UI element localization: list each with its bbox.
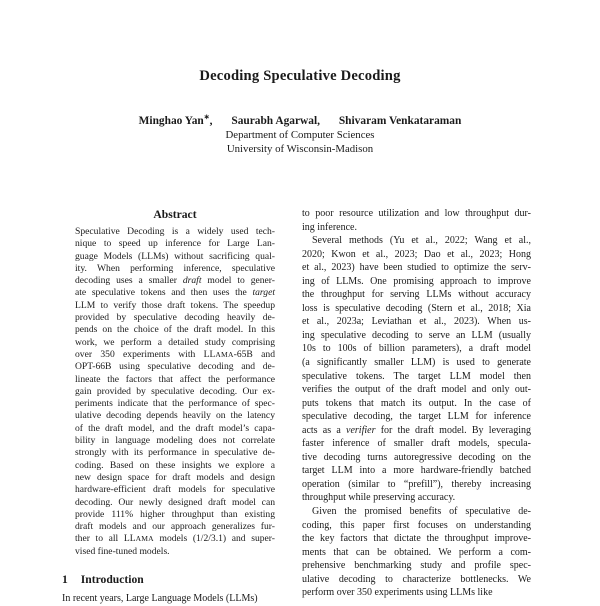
paper-title: Decoding Speculative Decoding <box>199 68 401 84</box>
text-line: pends on the choice of the draft model. In this <box>75 324 275 336</box>
text-line: ulative decoding depends heavily on the latency <box>75 410 275 422</box>
author-name-text: Saurabh Agarwal <box>231 114 318 127</box>
right-column-text <box>302 207 531 600</box>
author-name <box>339 115 461 127</box>
text-line: 2020; Kwon et al., 2023; Dao et al., 2023; Hong <box>302 248 531 260</box>
text-line: et al., 2023a; Leviathan et al., 2023). When us- <box>302 316 531 328</box>
section-number: 1 <box>62 573 68 586</box>
text-line: ate speculative tokens and then uses the target <box>75 287 275 299</box>
text-line: to poor resource utilization and low throughput dur- <box>302 208 531 219</box>
text-line: work, we perform a detailed study comprising <box>75 336 275 348</box>
text-line: over 350 experiments with LLAMA-65B and <box>75 348 275 360</box>
text-line: faster inference of smaller draft models, specula- <box>302 438 531 450</box>
introduction-text <box>62 592 290 606</box>
text-line: verifies the output of the draft model and only out- <box>302 384 531 396</box>
text-line: puts tokens that match its output. In the case of <box>302 397 531 409</box>
text-line: periments indicate that the performance of spec- <box>75 398 275 410</box>
text-line: provide 111% higher throughput than existing <box>75 508 275 520</box>
footnote-asterisk-marker: ∗ <box>203 113 210 121</box>
text-line: lineate the factors that affect the performance <box>75 373 275 385</box>
text-line: speculative tokens. The target LLM model then <box>302 370 531 382</box>
text-line: 10s to 100s of billion parameters), a draft model <box>302 343 531 355</box>
text-line: (a significantly smaller LLM) is used to generate <box>302 357 531 369</box>
text-line: decoding uses a smaller draft model to gener- <box>75 275 276 287</box>
text-line: ulative decoding to characterize bottlenecks. We <box>302 573 531 585</box>
affiliation-department: Department of Computer Sciences <box>225 129 375 141</box>
text-line: coding, this paper first focuses on understanding <box>302 519 531 531</box>
text-line: of the draft model, and the draft model’s capa- <box>75 422 275 434</box>
text-line: loss is speculative decoding (Stern et al., 2018; Xia <box>302 302 531 314</box>
author-name <box>231 115 320 127</box>
affiliation-university: University of Wisconsin-Madison <box>226 143 374 155</box>
text-line: perform over 350 experiments using LLMs like <box>302 587 493 599</box>
section-heading-introduction <box>62 573 288 586</box>
section-title: Introduction <box>80 573 144 586</box>
text-line: Speculative Decoding is a widely used tech- <box>75 226 275 237</box>
text-line: OPT-66B using speculative decoding and de- <box>75 361 275 373</box>
text-line: ing of LLMs. One promising approach to improve <box>302 275 531 287</box>
author-list <box>0 113 600 127</box>
text-line: ing inference. <box>302 221 357 233</box>
text-line: ing speculative decoding to serve an LLM (usually <box>302 329 531 341</box>
text-line: ments that can be obtained. We perform a com- <box>302 546 531 558</box>
text-line: new design space for draft models and design <box>75 471 275 483</box>
author-separator: , <box>209 114 213 127</box>
text-line: tive decoding turns autoregressive decoding on the <box>302 451 531 463</box>
text-line: nique to speed up inference for Large Lan- <box>75 238 275 250</box>
text-line: guage Models (LLMs) without sacrificing qual- <box>75 250 275 262</box>
text-line: coding. Based on these insights we explore a <box>75 459 275 471</box>
text-line: speculative decoding, the target LLM for inference <box>302 411 531 423</box>
text-line: operation (similar to “prefill”), thereby increasing <box>302 478 531 490</box>
author-name-text: Shivaram Venkataraman <box>338 114 462 127</box>
text-line: Several methods (Yu et al., 2022; Wang et al., <box>312 235 531 247</box>
text-line: strongly with its performance in speculative de- <box>75 447 275 459</box>
abstract-heading: Abstract <box>153 208 197 221</box>
text-line: In recent years, Large Language Models (LLMs) <box>62 593 258 604</box>
text-line: the throughput for serving LLMs without accuracy <box>302 289 531 301</box>
text-line: bility in language modeling does not correlate <box>75 435 275 447</box>
text-line: Given the promised benefits of speculative de- <box>312 506 531 518</box>
text-line: draft models and our approach generalizes fur- <box>75 521 275 533</box>
text-line: target LLM into a more hardware-friendly batched <box>302 465 531 477</box>
author-name-text: Minghao Yan <box>138 114 204 127</box>
text-line: the key factors that dictate the throughput improve- <box>302 533 531 545</box>
text-line: throughput while preserving accuracy. <box>302 492 456 504</box>
text-line: vised fine-tuned models. <box>75 545 170 557</box>
text-line: ity. When performing inference, speculative <box>75 262 275 274</box>
text-line: ther to all LLAMA models (1/2/3.1) and super- <box>75 533 276 545</box>
text-line: acts as a verifier for the draft model. By leveraging <box>302 424 531 436</box>
text-line: et al., 2023) have been studied to optimize the serv- <box>302 262 531 274</box>
text-line: prehensive benchmarking study and profile spec- <box>302 560 531 572</box>
text-line: provided by speculative decoding heavily de- <box>75 312 275 324</box>
text-line: hardware-efficient draft models for speculative <box>75 484 275 496</box>
abstract-text <box>75 226 275 558</box>
author-separator: , <box>317 114 320 127</box>
text-line: LLM to verify those draft tokens. The speedup <box>75 299 275 311</box>
text-line: gain provided by speculative decoding. Our ex- <box>75 385 275 397</box>
author-name <box>139 115 213 127</box>
text-line: decoding. Our newly designed draft model can <box>75 496 275 508</box>
